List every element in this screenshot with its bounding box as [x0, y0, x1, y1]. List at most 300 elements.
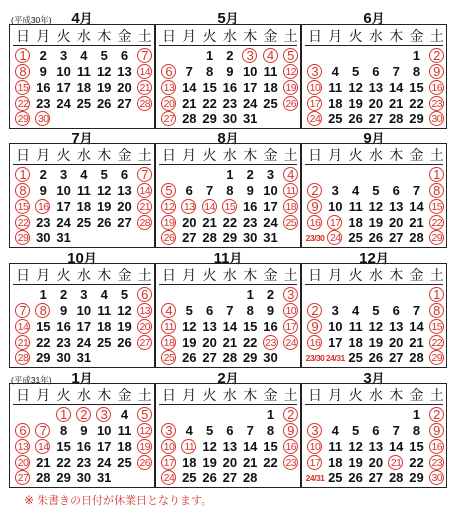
date-cell: 11	[348, 319, 363, 334]
weekday-label: 日	[16, 147, 30, 163]
date-cell: 4	[331, 64, 339, 79]
date-cell: 4	[351, 183, 360, 198]
date-cell: 12	[368, 199, 384, 214]
holiday-date: 29	[427, 350, 447, 366]
date-cell: 13	[368, 439, 384, 454]
holiday-date: 8	[427, 183, 447, 199]
holiday-date: 20	[135, 319, 155, 335]
date-cell: 24	[263, 215, 278, 230]
weekday-label: 水	[222, 147, 237, 163]
date-cell: 26	[96, 96, 112, 111]
date-cell: 15	[263, 439, 278, 454]
date-cell: 6	[120, 48, 129, 63]
date-cell: 8	[412, 64, 421, 79]
date-cell: 10	[76, 303, 92, 318]
month-number: 9	[363, 130, 372, 147]
date-cell: 23	[56, 335, 71, 350]
date-cell: 29	[409, 470, 424, 485]
holiday-notice	[24, 494, 212, 508]
date-cell: 20	[117, 199, 132, 214]
date-cell: 9	[39, 64, 47, 79]
date-cell: 8	[205, 64, 214, 79]
date-cell: 13	[388, 199, 404, 214]
weekday-label: 火	[348, 267, 363, 283]
weekday-label: 日	[16, 267, 30, 283]
date-cell: 6	[120, 167, 129, 182]
weekday-divider	[13, 404, 151, 405]
date-cell: 6	[392, 183, 400, 198]
holiday-date: 22	[13, 96, 33, 112]
holiday-date: 29	[13, 111, 33, 127]
date-cell: 24	[56, 215, 71, 230]
weekday-label: 水	[76, 387, 91, 403]
weekday-label: 水	[368, 387, 383, 403]
date-separator: /	[314, 353, 316, 363]
date-cell: 5	[185, 303, 193, 318]
month-calendar	[155, 263, 301, 368]
date-cell: 13	[368, 80, 384, 95]
date-cell: 10	[242, 64, 258, 79]
holiday-date-part: 30	[315, 233, 325, 243]
weekday-divider	[305, 164, 443, 165]
date-cell: 16	[56, 319, 71, 334]
date-cell: 5	[351, 64, 360, 79]
date-cell: 22	[36, 335, 51, 350]
holiday-date: 4	[261, 48, 281, 64]
date-cell: 5	[372, 183, 380, 198]
weekday-divider	[305, 404, 443, 405]
weekday-label: 木	[389, 387, 404, 403]
holiday-date: 1	[427, 167, 447, 183]
date-cell: 28	[242, 470, 258, 485]
date-cell: 6	[226, 423, 234, 438]
holiday-date: 17	[305, 455, 325, 471]
weekday-label: 日	[16, 28, 30, 44]
holiday-date: 19	[281, 80, 301, 96]
date-cell: 6	[392, 303, 400, 318]
date-cell: 24	[242, 96, 258, 111]
month-calendar	[301, 263, 447, 368]
holiday-date: 2	[74, 407, 94, 423]
date-cell: 16	[263, 319, 278, 334]
date-cell: 16	[242, 199, 258, 214]
holiday-date: 28	[135, 215, 155, 231]
holiday-date: 12	[281, 64, 301, 80]
date-cell: 28	[388, 111, 404, 126]
date-cell: 15	[409, 439, 424, 454]
holiday-date: 2	[427, 407, 447, 423]
holiday-date: 23	[281, 455, 301, 471]
holiday-date: 14	[13, 319, 33, 335]
holiday-date: 3	[305, 423, 325, 439]
date-cell: 28	[409, 350, 424, 365]
holiday-date: 12	[159, 199, 179, 215]
holiday-date: 24	[159, 470, 179, 486]
holiday-date: 9	[427, 64, 447, 80]
holiday-date: 21	[135, 80, 155, 96]
date-cell: 30	[242, 230, 258, 245]
weekday-label: 火	[348, 147, 363, 163]
date-cell: 27	[368, 470, 384, 485]
holiday-date: 21	[13, 335, 33, 351]
holiday-date: 13	[135, 303, 155, 319]
date-cell: 19	[96, 80, 112, 95]
date-cell: 7	[226, 303, 234, 318]
date-cell: 4	[331, 423, 339, 438]
date-cell: 2	[39, 167, 47, 182]
date-cell: 12	[96, 64, 112, 79]
date-cell: 22	[409, 96, 424, 111]
date-cell: 17	[56, 80, 71, 95]
era-label: (平成31年)	[11, 375, 52, 385]
date-cell: 7	[412, 183, 421, 198]
date-cell: 31	[263, 230, 278, 245]
date-cell: 13	[222, 439, 238, 454]
holiday-date-part: 31	[315, 473, 325, 483]
date-cell: 20	[117, 80, 132, 95]
date-cell: 21	[409, 335, 424, 350]
holiday-date: 30	[33, 111, 53, 127]
holiday-date-part: 30	[315, 353, 325, 363]
weekday-label: 水	[76, 28, 91, 44]
date-cell: 26	[202, 470, 217, 485]
date-cell: 7	[205, 183, 214, 198]
holiday-date: 12	[135, 423, 155, 439]
holiday-date: 18	[159, 335, 179, 351]
date-cell: 22	[202, 96, 217, 111]
holiday-date: 16	[305, 215, 325, 231]
weekday-label: 日	[308, 267, 322, 283]
date-cell: 28	[222, 350, 238, 365]
date-cell: 25	[328, 470, 343, 485]
date-cell: 12	[182, 319, 197, 334]
date-cell: 18	[328, 455, 343, 470]
weekday-label: 土	[137, 387, 152, 403]
weekday-label: 土	[137, 147, 152, 163]
weekday-label: 金	[263, 28, 278, 44]
date-cell: 9	[80, 423, 88, 438]
holiday-date: 30	[427, 470, 447, 486]
date-cell: 26	[348, 470, 363, 485]
date-cell: 25	[348, 230, 363, 245]
date-cell: 22	[222, 215, 238, 230]
date-cell: 1	[39, 287, 47, 302]
date-cell: 9	[59, 303, 68, 318]
date-cell: 1	[205, 48, 214, 63]
weekday-label: 月	[36, 147, 51, 163]
weekday-label: 火	[56, 267, 71, 283]
date-cell: 5	[205, 423, 214, 438]
date-cell: 13	[202, 319, 217, 334]
date-cell: 17	[328, 335, 343, 350]
holiday-date: 21	[135, 199, 155, 215]
date-cell: 12	[117, 303, 132, 318]
date-cell: 11	[97, 303, 112, 318]
holiday-date: 8	[33, 303, 53, 319]
holiday-date: 6	[13, 423, 33, 439]
date-cell: 20	[368, 96, 384, 111]
holiday-date: 2	[305, 183, 325, 199]
date-cell: 26	[182, 350, 197, 365]
month-calendar	[301, 383, 447, 488]
holiday-date: 27	[13, 470, 33, 486]
date-cell: 16	[222, 80, 238, 95]
date-separator: /	[334, 353, 337, 363]
holiday-date: 10	[281, 303, 301, 319]
date-cell: 1	[226, 167, 234, 182]
date-cell: 18	[182, 455, 197, 470]
weekday-label: 月	[36, 267, 51, 283]
holiday-date: 1	[13, 167, 33, 183]
date-cell: 31	[76, 350, 92, 365]
weekday-label: 木	[243, 267, 258, 283]
date-cell: 30	[263, 350, 278, 365]
month-unit: 月	[371, 11, 385, 26]
date-cell: 24	[76, 335, 92, 350]
month-number: 10	[67, 250, 84, 267]
date-cell: 1	[266, 407, 275, 422]
holiday-date: 11	[281, 183, 301, 199]
holiday-date: 11	[159, 319, 179, 335]
weekday-label: 土	[283, 267, 298, 283]
weekday-label: 日	[308, 147, 322, 163]
date-cell: 10	[96, 423, 112, 438]
month-unit: 月	[79, 371, 93, 386]
date-cell: 9	[226, 64, 234, 79]
date-cell: 30	[36, 230, 51, 245]
date-cell: 23	[36, 96, 51, 111]
weekday-label: 火	[56, 387, 71, 403]
date-cell: 22	[263, 455, 278, 470]
month-unit: 月	[79, 131, 93, 146]
weekday-label: 水	[368, 28, 383, 44]
date-cell: 14	[222, 319, 238, 334]
weekday-label: 土	[429, 267, 444, 283]
weekday-label: 金	[263, 387, 278, 403]
weekday-label: 木	[389, 147, 404, 163]
date-cell: 11	[348, 199, 363, 214]
date-cell: 7	[246, 423, 254, 438]
month-unit: 月	[229, 251, 243, 266]
date-cell: 25	[263, 96, 278, 111]
weekday-label: 水	[222, 387, 237, 403]
holiday-date: 18	[281, 199, 301, 215]
date-cell: 1	[246, 287, 254, 302]
month-calendar	[9, 143, 155, 248]
date-cell: 14	[182, 80, 197, 95]
holiday-date: 16	[281, 439, 301, 455]
date-cell: 12	[96, 183, 112, 198]
holiday-date: 21	[386, 455, 406, 471]
date-cell: 3	[80, 287, 88, 302]
holiday-date: 6	[159, 64, 179, 80]
date-cell: 21	[202, 215, 217, 230]
holiday-date: 28	[135, 96, 155, 112]
weekday-label: 水	[368, 147, 383, 163]
date-cell: 25	[76, 215, 92, 230]
holiday-date-part: 24	[305, 473, 315, 483]
holiday-date: 27	[135, 335, 155, 351]
holiday-date: 20	[159, 96, 179, 112]
weekday-label: 土	[283, 28, 298, 44]
holiday-date: 16	[33, 199, 53, 215]
holiday-date: 17	[325, 215, 345, 231]
date-cell: 9	[246, 183, 254, 198]
holiday-date: 23	[427, 96, 447, 112]
date-cell: 6	[185, 183, 193, 198]
weekday-label: 水	[76, 267, 91, 283]
holiday-date: 5	[281, 48, 301, 64]
holiday-date: 16	[427, 439, 447, 455]
date-cell: 4	[100, 287, 108, 302]
date-cell: 10	[328, 199, 343, 214]
holiday-date: 24	[281, 335, 301, 351]
holiday-date: 1	[427, 287, 447, 303]
holiday-date: 10	[305, 80, 325, 96]
date-cell: 4	[80, 167, 88, 182]
date-cell: 3	[59, 167, 68, 182]
month-unit: 月	[225, 11, 239, 26]
holiday-date: 2	[281, 407, 301, 423]
weekday-label: 水	[76, 147, 91, 163]
weekday-divider	[159, 164, 297, 165]
date-cell: 17	[263, 199, 278, 214]
weekday-label: 土	[137, 267, 152, 283]
weekday-label: 火	[56, 28, 71, 44]
month-number: 7	[71, 130, 80, 147]
weekday-divider	[159, 45, 297, 46]
holiday-date: 27	[159, 111, 179, 127]
date-cell: 19	[96, 199, 112, 214]
holiday-date: 8	[427, 303, 447, 319]
date-cell: 25	[76, 96, 92, 111]
weekday-label: 日	[162, 387, 176, 403]
holiday-date: 25	[159, 350, 179, 366]
month-number: 4	[71, 10, 80, 27]
date-cell: 12	[202, 439, 217, 454]
month-number: 1	[71, 370, 80, 387]
date-cell: 17	[96, 439, 112, 454]
date-cell: 26	[96, 215, 112, 230]
date-cell: 28	[202, 230, 217, 245]
date-cell: 23	[222, 96, 238, 111]
date-separator: /	[314, 473, 316, 483]
date-cell: 14	[388, 439, 404, 454]
date-cell: 23	[76, 455, 92, 470]
holiday-date: 14	[135, 183, 155, 199]
weekday-label: 金	[263, 147, 278, 163]
weekday-divider	[13, 284, 151, 285]
weekday-label: 金	[409, 147, 424, 163]
holiday-date: 24	[305, 111, 325, 127]
date-cell: 28	[36, 470, 51, 485]
weekday-label: 木	[243, 28, 258, 44]
weekday-label: 月	[182, 28, 197, 44]
holiday-date: 9	[281, 423, 301, 439]
date-cell: 17	[242, 80, 258, 95]
date-cell: 25	[328, 111, 343, 126]
date-cell: 10	[263, 183, 278, 198]
date-cell: 26	[368, 230, 384, 245]
date-cell: 27	[182, 230, 197, 245]
weekday-label: 日	[162, 28, 176, 44]
date-cell: 20	[222, 455, 238, 470]
month-calendar	[9, 24, 155, 129]
holiday-date: 2	[305, 303, 325, 319]
date-cell: 28	[182, 111, 197, 126]
date-cell: 11	[328, 80, 343, 95]
date-cell: 17	[56, 199, 71, 214]
date-cell: 2	[266, 287, 275, 302]
month-calendar	[155, 383, 301, 488]
holiday-date: 15	[13, 199, 33, 215]
holiday-date: 7	[33, 423, 53, 439]
date-cell: 5	[100, 167, 108, 182]
date-cell: 4	[80, 48, 88, 63]
month-unit: 月	[371, 131, 385, 146]
holiday-date: 3	[94, 407, 114, 423]
holiday-date: 25	[281, 215, 301, 231]
date-cell: 15	[242, 319, 258, 334]
holiday-date: 22	[427, 335, 447, 351]
date-cell: 29	[36, 350, 51, 365]
date-cell: 23	[36, 215, 51, 230]
date-cell: 7	[392, 64, 400, 79]
split-holiday-date	[305, 350, 325, 366]
weekday-label: 月	[328, 387, 343, 403]
holiday-date: 13	[179, 199, 199, 215]
holiday-date-part: 23	[305, 353, 315, 363]
month-number: 8	[217, 130, 226, 147]
date-cell: 23	[242, 215, 258, 230]
era-label: (平成30年)	[11, 15, 52, 25]
holiday-date: 16	[305, 335, 325, 351]
date-cell: 7	[185, 64, 193, 79]
date-cell: 18	[76, 80, 92, 95]
date-cell: 19	[182, 335, 197, 350]
holiday-date: 20	[13, 455, 33, 471]
date-cell: 22	[56, 455, 71, 470]
month-calendar	[9, 383, 155, 488]
date-cell: 20	[368, 455, 384, 470]
weekday-label: 木	[97, 28, 112, 44]
weekday-label: 水	[222, 267, 237, 283]
holiday-date: 7	[13, 303, 33, 319]
holiday-date: 30	[427, 111, 447, 127]
date-cell: 14	[409, 319, 424, 334]
date-cell: 5	[351, 423, 360, 438]
weekday-label: 火	[202, 147, 217, 163]
holiday-date: 2	[427, 48, 447, 64]
date-cell: 24	[56, 96, 71, 111]
holiday-date: 3	[159, 423, 179, 439]
weekday-label: 日	[308, 387, 322, 403]
notice-text: 朱書きの日付が休業日となります。	[37, 495, 213, 507]
weekday-label: 土	[137, 28, 152, 44]
date-cell: 29	[242, 350, 258, 365]
date-cell: 10	[328, 319, 343, 334]
date-cell: 26	[117, 335, 132, 350]
date-cell: 3	[331, 183, 339, 198]
date-cell: 27	[117, 96, 132, 111]
date-cell: 12	[368, 319, 384, 334]
date-cell: 5	[372, 303, 380, 318]
date-cell: 27	[388, 350, 404, 365]
weekday-label: 火	[56, 147, 71, 163]
month-calendar	[9, 263, 155, 368]
date-cell: 15	[56, 439, 71, 454]
weekday-divider	[305, 45, 443, 46]
